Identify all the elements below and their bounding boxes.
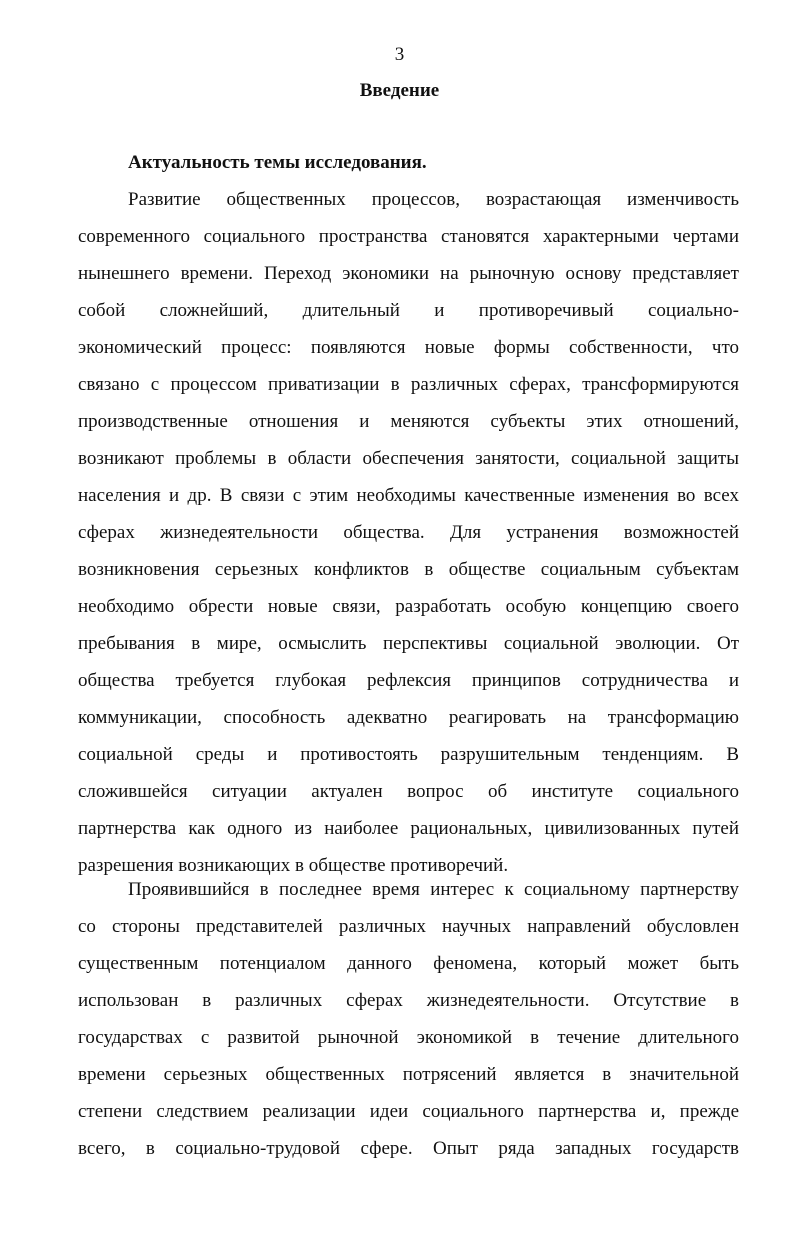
text-line: Проявившийся в последнее время интерес к социальному партнерству — [128, 879, 739, 900]
text-line: современного социального пространства становятся характерными чертами — [78, 226, 739, 247]
text-line: сферах жизнедеятельности общества. Для устранения возможностей — [78, 522, 739, 543]
text-line: возникают проблемы в области обеспечения занятости, социальной защиты — [78, 448, 739, 469]
text-line: экономический процесс: появляются новые формы собственности, что — [78, 337, 739, 358]
text-line: Развитие общественных процессов, возрастающая изменчивость — [128, 189, 739, 210]
text-line: всего, в социально-трудовой сфере. Опыт ряда западных государств — [78, 1138, 739, 1159]
text-line: коммуникации, способность адекватно реагировать на трансформацию — [78, 707, 739, 728]
text-line: пребывания в мире, осмыслить перспективы социальной эволюции. От — [78, 633, 739, 654]
paragraph-1 — [78, 181, 739, 884]
text-line: существенным потенциалом данного феномена, который может быть — [78, 953, 739, 974]
text-line: сложившейся ситуации актуален вопрос об институте социального — [78, 781, 739, 802]
text-line: производственные отношения и меняются субъекты этих отношений, — [78, 411, 739, 432]
paragraph-2 — [78, 871, 739, 1167]
text-line: партнерства как одного из наиболее рациональных, цивилизованных путей — [78, 818, 739, 839]
text-line: степени следствием реализации идеи социального партнерства и, прежде — [78, 1101, 739, 1122]
text-line: социальной среды и противостоять разрушительным тенденциям. В — [78, 744, 739, 765]
section-heading: Введение — [359, 80, 440, 101]
subsection-heading: Актуальность темы исследования. — [128, 152, 427, 173]
text-line: со стороны представителей различных научных направлений обусловлен — [78, 916, 739, 937]
text-line: возникновения серьезных конфликтов в обществе социальным субъектам — [78, 559, 739, 580]
text-line: нынешнего времени. Переход экономики на рыночную основу представляет — [78, 263, 739, 284]
text-line: необходимо обрести новые связи, разработать особую концепцию своего — [78, 596, 739, 617]
text-line: государствах с развитой рыночной экономикой в течение длительного — [78, 1027, 739, 1048]
text-line: общества требуется глубокая рефлексия принципов сотрудничества и — [78, 670, 739, 691]
text-line: населения и др. В связи с этим необходимы качественные изменения во всех — [78, 485, 739, 506]
text-line: связано с процессом приватизации в различных сферах, трансформируются — [78, 374, 739, 395]
page-number: 3 — [394, 44, 405, 65]
text-line: собой сложнейший, длительный и противоречивый социально- — [78, 300, 739, 321]
text-line: использован в различных сферах жизнедеятельности. Отсутствие в — [78, 990, 739, 1011]
text-line: разрешения возникающих в обществе противоречий. — [78, 855, 509, 876]
text-line: времени серьезных общественных потрясений является в значительной — [78, 1064, 739, 1085]
